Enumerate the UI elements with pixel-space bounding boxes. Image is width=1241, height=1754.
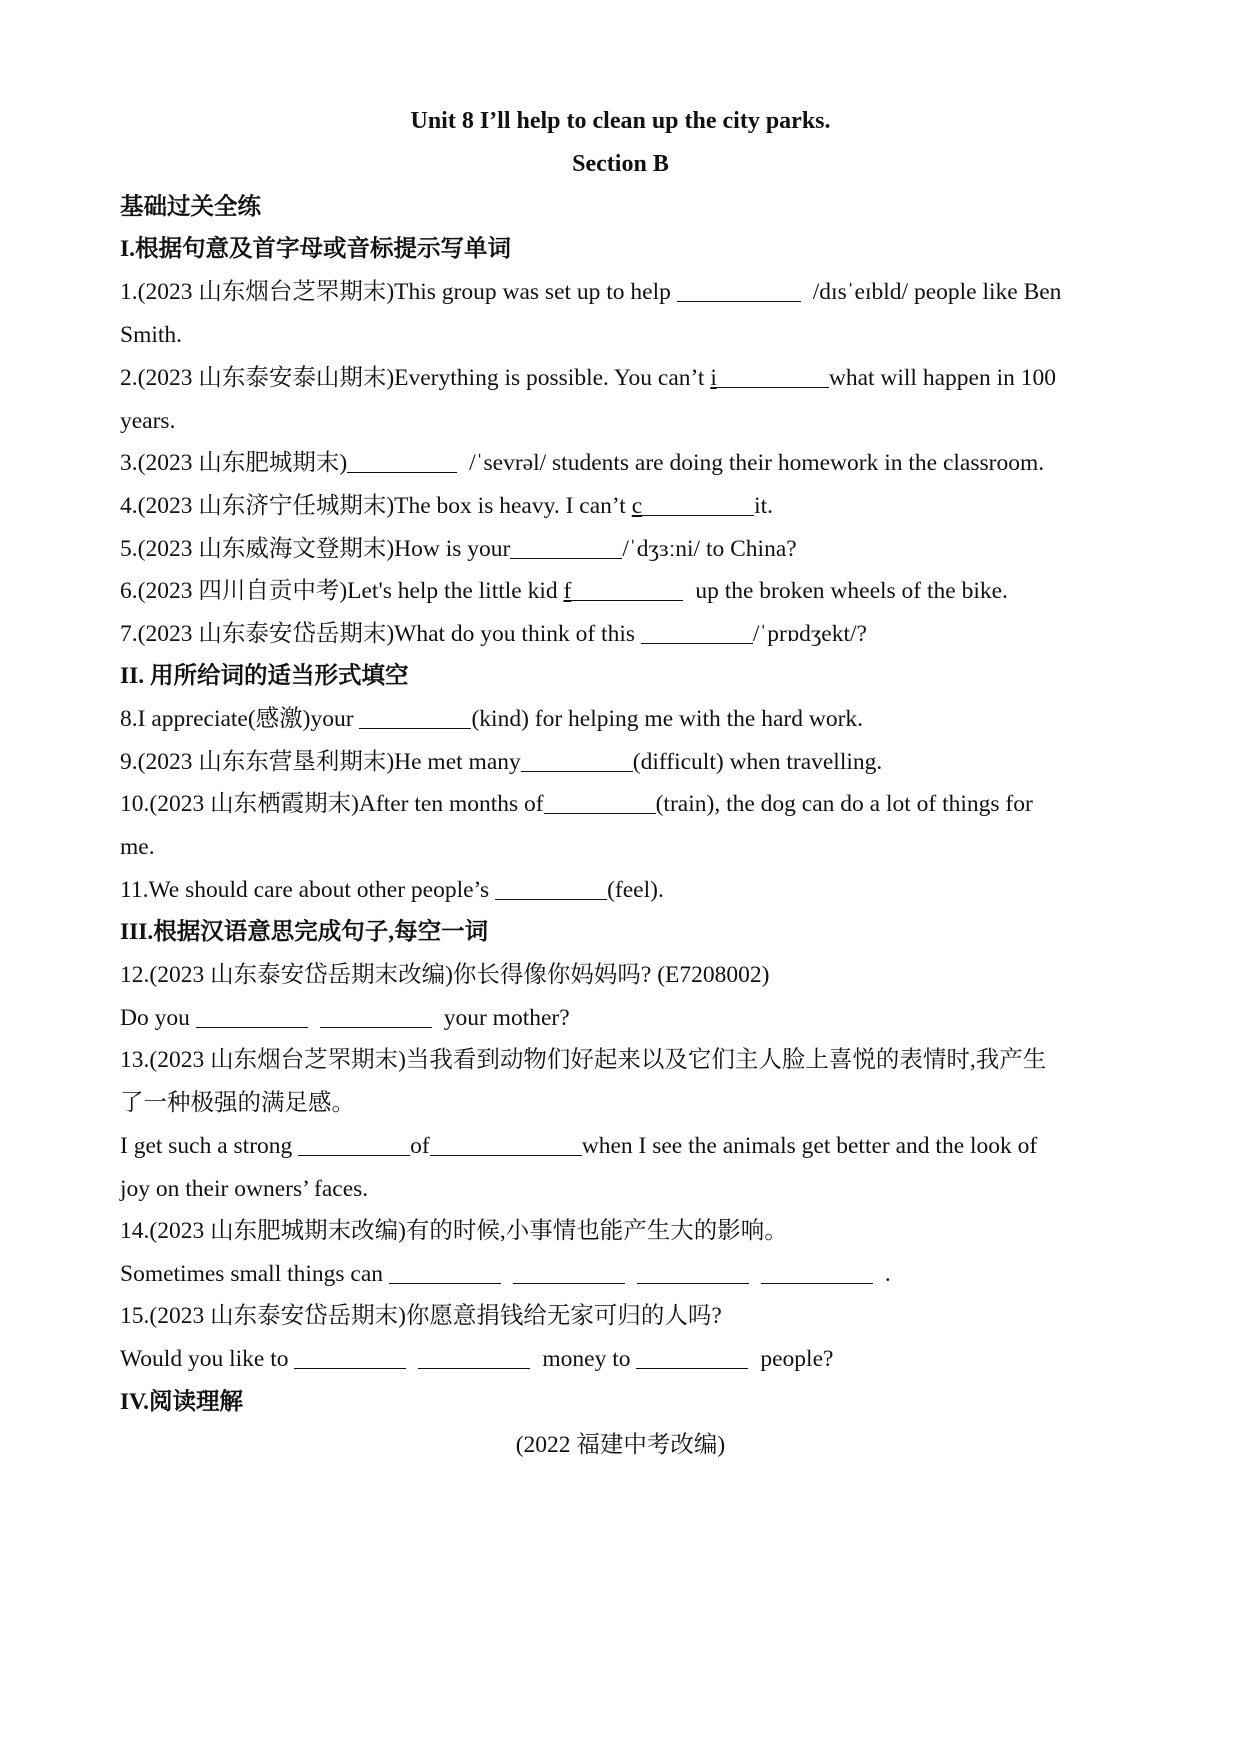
question-15-prompt: 15.(2023 山东泰安岱岳期末)你愿意捐钱给无家可归的人吗?	[120, 1303, 722, 1329]
answer-blank	[717, 365, 829, 388]
question-6: 6.(2023 四川自贡中考)Let's help the little kid f up the broken wheels of the bike.	[120, 578, 1008, 604]
answer-blank	[641, 621, 753, 644]
question-1: 1.(2023 山东烟台芝罘期末)This group was set up to help /dɪsˈeɪbld/ people like Ben	[120, 279, 1062, 305]
question-15: Would you like to money to people?	[120, 1346, 834, 1372]
question-13-cont: joy on their owners’ faces.	[120, 1176, 369, 1202]
section-subtitle: Section B	[572, 151, 669, 177]
question-9: 9.(2023 山东东营垦利期末)He met many (difficult) when travelling.	[120, 749, 883, 775]
answer-blank	[636, 1346, 748, 1369]
answer-blank	[761, 1261, 873, 1284]
question-10: 10.(2023 山东栖霞期末)After ten months of (train), the dog can do a lot of things for	[120, 791, 1033, 817]
question-4: 4.(2023 山东济宁任城期末)The box is heavy. I can’t c it.	[120, 493, 774, 519]
answer-blank	[637, 1261, 749, 1284]
question-8: 8.I appreciate(感激)your (kind) for helping me with the hard work.	[120, 706, 864, 732]
answer-blank	[642, 493, 754, 516]
question-14: Sometimes small things can .	[120, 1261, 891, 1287]
answer-blank	[196, 1005, 308, 1028]
answer-blank	[544, 791, 656, 814]
answer-blank	[359, 706, 471, 729]
main-heading: 基础过关全练	[120, 194, 261, 220]
question-1-cont: Smith.	[120, 322, 183, 348]
question-10-cont: me.	[120, 834, 155, 860]
question-2: 2.(2023 山东泰安泰山期末)Everything is possible. You can’t i what will happen in 100	[120, 365, 1056, 391]
source-note: (2022 福建中考改编)	[515, 1432, 726, 1458]
question-5: 5.(2023 山东威海文登期末)How is your /ˈdʒɜːni/ to China?	[120, 536, 797, 562]
answer-blank	[510, 536, 622, 559]
answer-blank	[418, 1346, 530, 1369]
answer-blank	[347, 450, 457, 473]
section-3-title: III.根据汉语意思完成句子,每空一词	[120, 919, 489, 945]
question-2-cont: years.	[120, 408, 176, 434]
question-13-prompt: 13.(2023 山东烟台芝罘期末)当我看到动物们好起来以及它们主人脸上喜悦的表情时,我产生	[120, 1047, 1047, 1073]
answer-blank	[389, 1261, 501, 1284]
section-2-title: II. 用所给词的适当形式填空	[120, 663, 409, 689]
section-1-title: I.根据句意及首字母或音标提示写单词	[120, 236, 512, 262]
hint-letter: c	[631, 493, 643, 519]
answer-blank	[521, 749, 633, 772]
page-title: Unit 8 I’ll help to clean up the city parks.	[410, 108, 831, 134]
question-11: 11.We should care about other people’s (feel).	[120, 877, 664, 903]
hint-letter: i	[710, 365, 717, 391]
question-14-prompt: 14.(2023 山东肥城期末改编)有的时候,小事情也能产生大的影响。	[120, 1218, 788, 1244]
answer-blank	[298, 1133, 410, 1156]
question-12: Do you your mother?	[120, 1005, 570, 1031]
question-12-prompt: 12.(2023 山东泰安岱岳期末改编)你长得像你妈妈吗? (E7208002)	[120, 962, 770, 988]
answer-blank	[513, 1261, 625, 1284]
answer-blank	[495, 877, 607, 900]
question-13: I get such a strong of when I see the animals get better and the look of	[120, 1133, 1038, 1159]
question-13-prompt-cont: 了一种极强的满足感。	[120, 1090, 355, 1116]
question-3: 3.(2023 山东肥城期末) /ˈsevrəl/ students are doing their homework in the classroom.	[120, 450, 1045, 476]
question-7: 7.(2023 山东泰安岱岳期末)What do you think of this /ˈprɒdʒekt/?	[120, 621, 867, 647]
answer-blank	[320, 1005, 432, 1028]
answer-blank	[677, 279, 801, 302]
answer-blank	[571, 578, 683, 601]
answer-blank	[294, 1346, 406, 1369]
hint-letter: f	[563, 578, 572, 604]
answer-blank	[430, 1133, 582, 1156]
section-4-title: IV.阅读理解	[120, 1389, 243, 1415]
